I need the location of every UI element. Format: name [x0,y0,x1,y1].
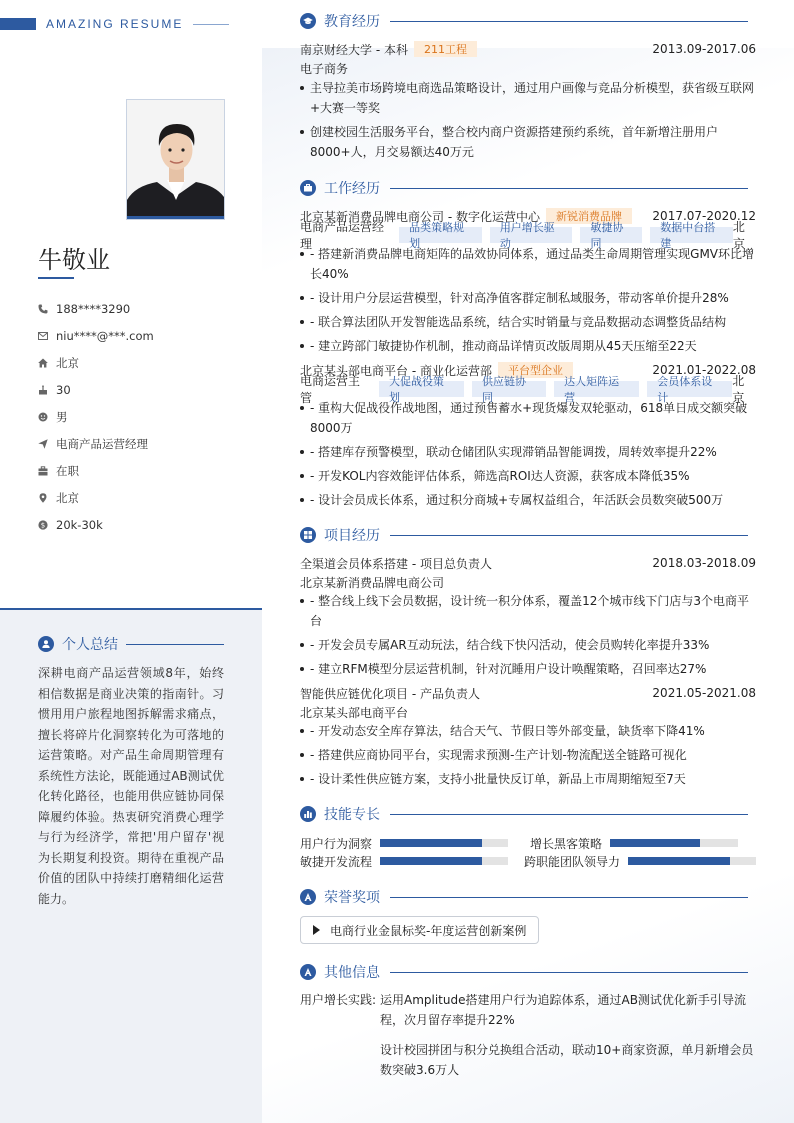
project-name: 全渠道会员体系搭建 - 项目总负责人 [300,556,492,571]
other-heading [300,962,756,982]
mail-icon [38,331,56,341]
skills-line [390,814,748,815]
skill-name: 增长黑客策略 [530,836,603,851]
skills-section [300,804,756,870]
education-period: 2013.09-2017.06 [652,42,756,56]
projects-line [390,535,748,536]
job-tag: 平台型企业 [498,362,573,378]
brand-header [0,16,229,32]
projects-title: 项目经历 [324,528,380,544]
other-items [380,990,756,1080]
location-pin-icon [38,493,56,503]
skill-item [300,835,528,852]
skill-track [380,839,508,847]
project-entry [300,553,756,679]
project-head [300,553,756,573]
job-entry [300,360,756,510]
info-position-value: 电商产品运营经理 [56,436,148,451]
info-status [38,457,154,484]
play-icon [313,925,320,935]
info-phone-value: 188****3290 [56,301,131,316]
list-item: - 设计用户分层运营模型，针对高净值客群定制私域服务，带动客单价提升28% [300,288,756,308]
info-home [38,349,154,376]
project-head [300,683,756,703]
job-city: 北京 [732,374,745,405]
briefcase-section-icon [300,180,316,196]
list-item: - 设计会员成长体系，通过积分商城+专属权益组合，年活跃会员数突破500万 [300,490,756,510]
education-bullets [300,78,756,162]
money-icon [38,520,56,530]
school-name: 南京财经大学 - 本科 [300,42,408,57]
project-bullets [300,721,756,789]
skills-heading [300,804,756,824]
person-photo-icon [127,100,225,220]
info-email-value: niu****@***.com [56,328,154,343]
other-title: 其他信息 [324,965,380,981]
info-gender [38,403,154,430]
job-role-row [300,220,756,251]
honors-line [390,897,748,898]
home-icon [38,358,56,368]
contact-info [38,295,154,538]
user-icon [38,636,54,652]
skill-name: 敏捷开发流程 [300,854,373,869]
list-item: - 建立RFM模型分层运营机制，针对沉睡用户设计唤醒策略，召回率达27% [300,659,756,679]
job-period: 2021.01-2022.08 [652,363,756,377]
briefcase-icon [38,466,56,476]
list-item: - 联合算法团队开发智能选品系统，结合实时销量与竞品数据动态调整货品结构 [300,312,756,332]
education-title: 教育经历 [324,14,380,30]
summary-text: 深耕电商产品运营领域8年，始终相信数据是商业决策的指南针。习惯用用户旅程地图拆解需求痛点，擅长将碎片化洞察转化为可落地的运营策略。对产品生命周期管理有系统性方法论，既能通过AB测试优化转化路径，也能用供应链协同保障履约体验。热衷研究消费心理学与行为经济学，常把'用户留存'视为长期复利投资。期待在重视产品价值的团队中持续打磨精细化运营能力。 [38,666,224,906]
brand-title: AMAZING RESUME [46,17,184,31]
skill-tag: 用户增长驱动 [490,227,573,243]
info-city [38,484,154,511]
award-item [300,916,539,944]
info-salary-value: 20k-30k [56,517,103,532]
info-salary [38,511,154,538]
job-role: 电商运营主管 [300,374,361,405]
job-company: 北京某头部电商平台 - 商业化运营部 [300,363,492,378]
education-entry-head [300,39,756,59]
face-icon [38,412,56,422]
skill-name: 跨职能团队领导力 [524,854,621,869]
list-item: - 开发KOL内容效能评估体系，筛选高ROI达人资源，获客成本降低35% [300,466,756,486]
grid-icon [300,527,316,543]
list-item: - 搭建库存预警模型，联动仓储团队实现滞销品智能调拨，周转效率提升22% [300,442,756,462]
skill-item [524,853,756,870]
info-icon [300,964,316,980]
info-age [38,376,154,403]
info-phone [38,295,154,322]
list-item: - 搭建供应商协同平台，实现需求预测-生产计划-物流配送全链路可视化 [300,745,756,765]
skills-row [300,852,756,870]
graduation-cap-icon [300,13,316,29]
skill-track [610,839,738,847]
phone-icon [38,304,56,314]
brand-line [193,24,229,25]
project-period: 2021.05-2021.08 [652,686,756,700]
name-underline [38,277,74,279]
skill-item [528,835,756,852]
work-heading [300,178,756,198]
list-item: - 建立跨部门敏捷协作机制，推动商品详情页改版周期从45天压缩至22天 [300,336,756,356]
other-line [390,972,748,973]
job-bullets [300,244,756,356]
projects-section [300,525,756,793]
work-line [390,188,748,189]
candidate-name: 牛敬业 [38,246,110,274]
job-entry [300,206,756,356]
skill-level-bar [628,857,730,865]
brand-bar [0,18,36,30]
list-item: - 开发会员专属AR互动玩法，结合线下快闪活动，使会员购转化率提升33% [300,635,756,655]
education-heading [300,11,756,31]
info-home-value: 北京 [56,355,79,370]
award-icon [300,889,316,905]
job-period: 2017.07-2020.12 [652,209,756,223]
honors-title: 荣誉奖项 [324,890,380,906]
skills-title: 技能专长 [324,807,380,823]
info-position [38,430,154,457]
send-icon [38,439,56,449]
project-org-row [300,703,756,721]
job-company: 北京某新消费品牌电商公司 - 数字化运营中心 [300,209,540,224]
honors-heading [300,887,756,907]
project-org: 北京某头部电商平台 [300,705,409,720]
honors-section [300,887,756,944]
skill-level-bar [380,857,482,865]
skill-tag: 数据中台搭建 [650,227,733,243]
skill-track [628,857,756,865]
work-section [300,178,756,514]
photo-underline [127,216,224,219]
skill-item [300,853,528,870]
summary-line [126,644,224,645]
job-tag: 新锐消费品牌 [546,208,632,224]
info-email [38,322,154,349]
info-age-value: 30 [56,382,71,397]
profile-photo [126,99,225,220]
other-entry [300,990,756,1080]
job-role: 电商产品运营经理 [300,220,385,251]
skill-tag: 达人矩阵运营 [554,381,639,397]
school-tag: 211工程 [414,41,477,57]
projects-heading [300,525,756,545]
skill-tag: 品类策略规划 [399,227,482,243]
other-section [300,962,756,1080]
project-org-row [300,573,756,591]
list-item: - 整合线上线下会员数据，设计统一积分体系，覆盖12个城市线下门店与3个电商平台 [300,591,756,631]
info-gender-value: 男 [56,409,68,424]
list-item: - 搭建新消费品牌电商矩阵的品效协同体系，通过品类生命周期管理实现GMV环比增长40% [300,244,756,284]
education-major: 电子商务 [300,61,349,76]
work-title: 工作经历 [324,181,380,197]
skill-track [380,857,508,865]
skill-tag: 敏捷协同 [580,227,642,243]
other-item: 设计校园拼团与积分兑换组合活动，联动10+商家资源，单月新增会员数突破3.6万人 [380,1043,754,1077]
bar-chart-icon [300,806,316,822]
info-status-value: 在职 [56,463,79,478]
project-entry [300,683,756,789]
summary-title: 个人总结 [62,637,118,653]
job-role-row [300,374,756,405]
project-name: 智能供应链优化项目 - 产品负责人 [300,686,480,701]
skill-level-bar [610,839,700,847]
education-major-row [300,59,756,77]
list-item: 主导拉美市场跨境电商选品策略设计，通过用户画像与竞品分析模型，获省级互联网+大赛一等奖 [300,78,756,118]
award-text: 电商行业金鼠标奖-年度运营创新案例 [330,923,527,938]
summary-heading [38,634,224,654]
project-bullets [300,591,756,679]
svg-text:$: $ [40,521,46,530]
info-city-value: 北京 [56,490,79,505]
skill-level-bar [380,839,482,847]
list-item: - 设计柔性供应链方案，支持小批量快反订单，新品上市周期缩短至7天 [300,769,756,789]
other-item: 运用Amplitude搭建用户行为追踪体系，通过AB测试优化新手引导流程，次月留存率提升22% [380,993,746,1027]
skill-tag: 供应链协同 [472,381,546,397]
skill-name: 用户行为洞察 [300,836,373,851]
skills-row [300,834,756,852]
project-org: 北京某新消费品牌电商公司 [300,575,445,590]
project-period: 2018.03-2018.09 [652,556,756,570]
education-line [390,21,748,22]
other-label: 用户增长实践: [300,993,377,1007]
education-section [300,11,756,166]
list-item: 创建校园生活服务平台，整合校内商户资源搭建预约系统，首年新增注册用户8000+人，月交易额达40万元 [300,122,756,162]
skill-tag: 大促战役策划 [379,381,464,397]
job-bullets [300,398,756,510]
skill-tag: 会员体系设计 [647,381,732,397]
cake-icon [38,385,56,395]
list-item: - 开发动态安全库存算法，结合天气、节假日等外部变量，缺货率下降41% [300,721,756,741]
list-item: - 重构大促战役作战地图，通过预售蓄水+现货爆发双轮驱动，618单日成交额突破8000万 [300,398,756,438]
job-city: 北京 [732,220,745,251]
